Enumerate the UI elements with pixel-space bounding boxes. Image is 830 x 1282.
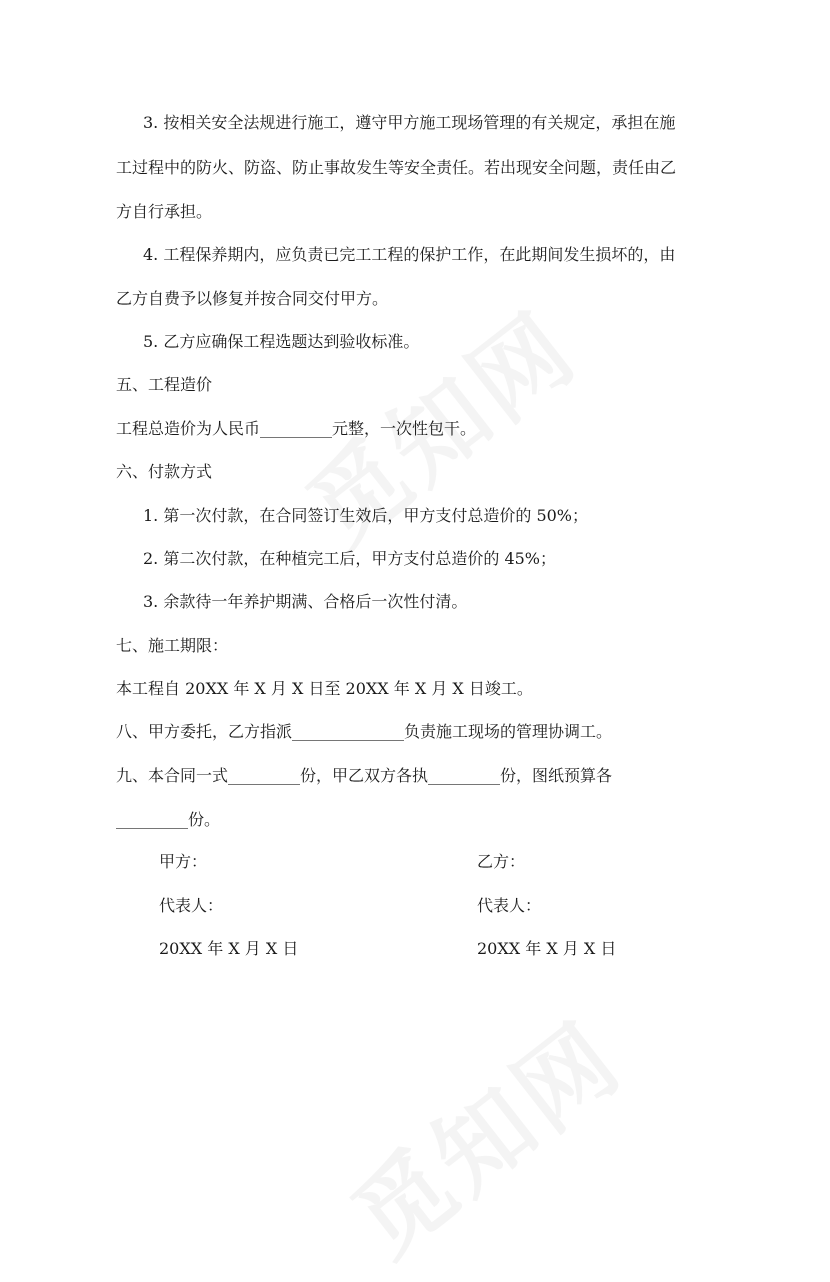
party-a-representative: 代表人： (159, 896, 224, 915)
clause-3-line-3: 方自行承担。 (116, 202, 213, 221)
watermark (320, 985, 645, 1281)
payment-item-2: 2. 第二次付款，在种植完工后，甲方支付总造价的 45%； (143, 549, 557, 568)
clause-3-line-2: 工过程中的防火、防盗、防止事故发生等安全责任。若出现安全问题，责任由乙 (116, 158, 677, 177)
party-a-label: 甲方： (159, 852, 208, 871)
clause-3-line-1: 3. 按相关安全法规进行施工，遵守甲方施工现场管理的有关规定，承担在施 (143, 113, 676, 132)
clause-4-line-1: 4. 工程保养期内，应负责已完工工程的保护工作，在此期间发生损坏的，由 (143, 245, 676, 264)
section-7-heading: 七、施工期限： (116, 636, 229, 655)
payment-item-1: 1. 第一次付款，在合同签订生效后，甲方支付总造价的 50%； (143, 506, 589, 525)
party-b-representative: 代表人： (477, 896, 542, 915)
section-9-line-1: 九、本合同一式_________份，甲乙双方各执_________份，图纸预算各 (116, 766, 613, 785)
section-7-text: 本工程自 20XX 年 X 月 X 日至 20XX 年 X 月 X 日竣工。 (116, 679, 533, 698)
clause-5: 5. 乙方应确保工程选题达到验收标准。 (143, 332, 420, 351)
section-5-heading: 五、工程造价 (116, 375, 213, 394)
party-a-date: 20XX 年 X 月 X 日 (159, 939, 299, 958)
section-6-heading: 六、付款方式 (116, 462, 213, 481)
party-b-label: 乙方： (477, 852, 526, 871)
clause-4-line-2: 乙方自费予以修复并按合同交付甲方。 (116, 289, 389, 308)
payment-item-3: 3. 余款待一年养护期满、合格后一次性付清。 (143, 592, 468, 611)
party-b-date: 20XX 年 X 月 X 日 (477, 939, 617, 958)
section-5-text: 工程总造价为人民币_________元整，一次性包干。 (116, 419, 477, 438)
section-9-line-2: _________份。 (116, 810, 221, 829)
section-8: 八、甲方委托，乙方指派______________负责施工现场的管理协调工。 (116, 722, 613, 741)
